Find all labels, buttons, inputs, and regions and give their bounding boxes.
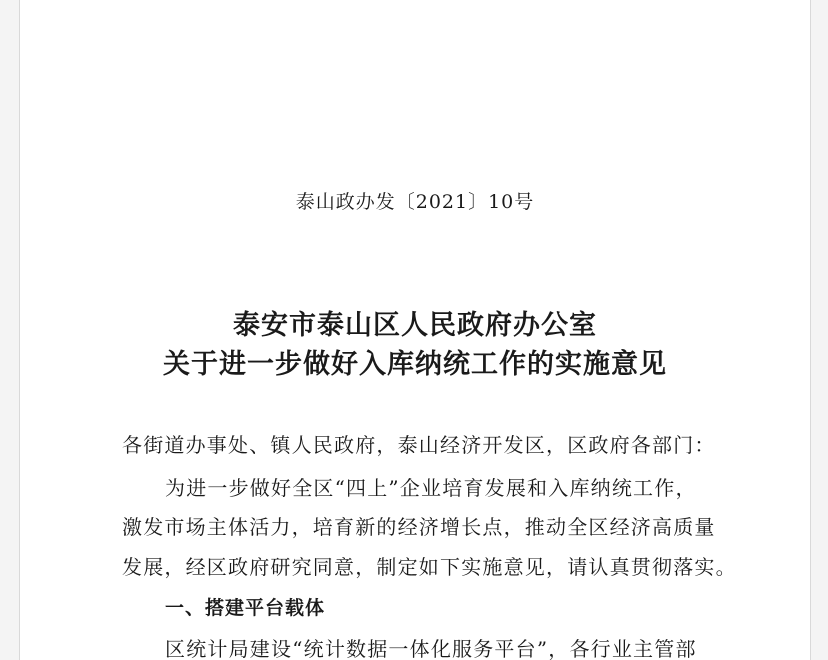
viewer-left-margin xyxy=(0,0,20,660)
document-title-line-1: 泰安市泰山区人民政府办公室 xyxy=(233,310,597,341)
body-line: 为进一步做好全区“四上”企业培育发展和入库纳统工作， xyxy=(165,476,697,500)
document-page xyxy=(20,0,810,660)
document-title-line-2: 关于进一步做好入库纳统工作的实施意见 xyxy=(163,349,667,380)
section-heading: 一、搭建平台载体 xyxy=(165,597,326,619)
document-number: 泰山政办发〔2021〕10号 xyxy=(295,191,535,213)
viewer-right-margin xyxy=(810,0,828,660)
salutation: 各街道办事处、镇人民政府，泰山经济开发区，区政府各部门： xyxy=(122,433,716,457)
body-line: 激发市场主体活力，培育新的经济增长点，推动全区经济高质量 xyxy=(122,515,716,539)
section-body-line: 区统计局建设“统计数据一体化服务平台”，各行业主管部 xyxy=(165,637,697,660)
body-line: 发展，经区政府研究同意，制定如下实施意见，请认真贯彻落实。 xyxy=(122,555,737,579)
